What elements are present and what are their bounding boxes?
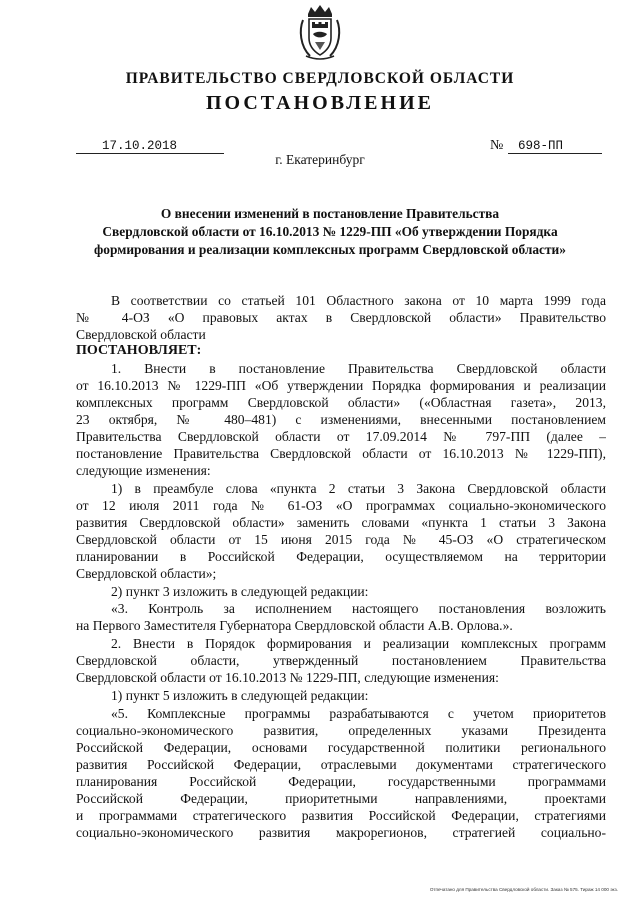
body-line: постановление Правительства Свердловской области от 16.10.2013 № 1229-ПП), (76, 446, 606, 461)
subject-line: Свердловской области от 16.10.2013 № 1229-ПП «Об утверждении Порядка (102, 224, 558, 239)
body-line: № 4-ОЗ «О правовых актах в Свердловской области» Правительство (76, 310, 606, 325)
body-line: «5. Комплексные программы разрабатываются с учетом приоритетов (111, 706, 606, 721)
body-line: Российской Федерации, основами государственной политики регионального (76, 740, 606, 755)
body-line: Свердловской области от 15 июня 2015 года № 45-ОЗ «О стратегическом (76, 532, 606, 547)
body-line: 2) пункт 3 изложить в следующей редакции: (111, 584, 369, 599)
print-footer: Отпечатано для Правительства Свердловской области. Заказ № 575. Тираж 14 000 экз. (429, 887, 618, 892)
body-line: комплексных программ Свердловской области» («Областная газета», 2013, (76, 395, 606, 410)
body-line: следующие изменения: (76, 463, 211, 478)
body-line: Свердловской области (76, 327, 206, 342)
body-line: В соответствии со статьей 101 Областного закона от 10 марта 1999 года (111, 293, 606, 308)
body-line: и программами стратегического развития Российской Федерации, стратегиями (76, 808, 606, 823)
body-line: Свердловской области, утвержденный постановлением Правительства (76, 653, 606, 668)
body-line: 1. Внести в постановление Правительства Свердловской области (111, 361, 606, 376)
organization-title: ПРАВИТЕЛЬСТВО СВЕРДЛОВСКОЙ ОБЛАСТИ (125, 70, 515, 87)
document-date: 17.10.2018 (76, 139, 224, 154)
subject-line: формирования и реализации комплексных программ Свердловской области» (94, 242, 566, 257)
number-sign: № (490, 138, 504, 153)
body-line: 1) в преамбуле слова «пункта 2 статьи 3 Закона Свердловской области (111, 481, 606, 496)
body-line: 1) пункт 5 изложить в следующей редакции: (111, 688, 369, 703)
body-line: развития Свердловской области» заменить словами «пункта 1 статьи 3 Закона (76, 515, 606, 530)
body-line: социально-экономического развития макрорегионов, стратегией социально- (76, 825, 606, 840)
body-line: Свердловской области»; (76, 566, 217, 581)
body-line: социально-экономического развития, определенных указами Президента (76, 723, 606, 738)
body-line: развития Российской Федерации, отраслевыми документами стратегического (76, 757, 606, 772)
body-line: Свердловской области от 16.10.2013 № 1229-ПП, следующие изменения: (76, 670, 499, 685)
body-line: от 16.10.2013 № 1229-ПП «Об утверждении Порядка формирования и реализации (76, 378, 606, 393)
document-type-title: ПОСТАНОВЛЕНИЕ (206, 92, 434, 114)
body-line: планировании в Российской Федерации, осуществляемом на территории (76, 549, 606, 564)
body-line: «3. Контроль за исполнением настоящего постановления возложить (111, 601, 606, 616)
body-line: Правительства Свердловской области от 17.09.2014 № 797-ПП (далее – (76, 429, 606, 444)
body-line: планирования Российской Федерации, государственными программами (76, 774, 606, 789)
body-line: на Первого Заместителя Губернатора Свердловской области А.В. Орлова.». (76, 618, 513, 633)
body-line: 2. Внести в Порядок формирования и реализации комплексных программ (111, 636, 606, 651)
body-line: от 12 июля 2011 года № 61-ОЗ «О программах социально-экономического (76, 498, 606, 513)
body-line: 23 октября, № 480–481) с изменениями, внесенными постановлением (76, 412, 606, 427)
body-line-resolves: ПОСТАНОВЛЯЕТ: (76, 343, 202, 358)
number-value: 698-ПП (508, 138, 602, 154)
subject-line: О внесении изменений в постановление Правительства (160, 206, 500, 221)
city: г. Екатеринбург (275, 152, 365, 167)
coat-of-arms-icon (298, 4, 342, 60)
body-line: Российской Федерации, приоритетными направлениями, проектами (76, 791, 606, 806)
